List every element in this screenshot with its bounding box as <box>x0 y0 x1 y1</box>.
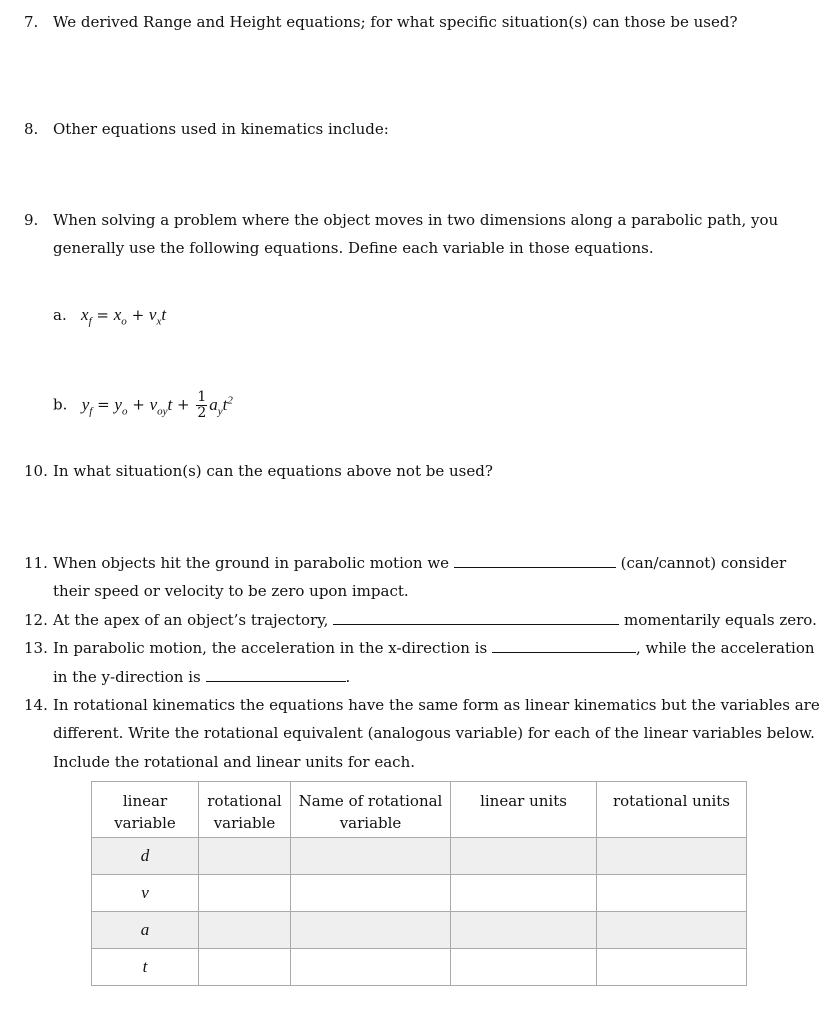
question-text: When objects hit the ground in parabolic motion we <box>53 554 450 572</box>
header-cell: Name of rotational variable <box>291 782 451 838</box>
question-number: 10. <box>24 462 48 480</box>
question-text: When solving a problem where the object moves in two dimensions along a parabolic path, you <box>53 211 779 229</box>
answer-cell[interactable] <box>597 838 747 875</box>
equation-b: b. $y_f = y_o + v_{oy}t$ + $\frac{1}{2}$ $a_yt^2$ <box>53 389 233 422</box>
equation-label: a. <box>53 306 67 324</box>
question-text: Include the rotational and linear units for each. <box>53 753 415 771</box>
answer-cell[interactable] <box>291 875 451 912</box>
question-number: 12. <box>24 611 48 629</box>
question-number: 7. <box>24 13 39 31</box>
answer-blank[interactable] <box>454 553 616 568</box>
answer-cell[interactable] <box>199 838 291 875</box>
header-cell: linear units <box>451 782 597 838</box>
linear-variable-cell: d <box>92 838 199 875</box>
question-text: , while the acceleration <box>635 639 815 657</box>
question-13-line2 <box>53 667 350 687</box>
answer-cell[interactable] <box>597 949 747 986</box>
answer-cell[interactable] <box>451 949 597 986</box>
answer-cell[interactable] <box>291 949 451 986</box>
header-cell: linear variable <box>92 782 199 838</box>
table-row <box>92 875 747 912</box>
answer-cell[interactable] <box>597 875 747 912</box>
linear-variable-cell: a <box>92 912 199 949</box>
answer-cell[interactable] <box>199 949 291 986</box>
answer-cell[interactable] <box>451 875 597 912</box>
question-text: In what situation(s) can the equations above not be used? <box>53 462 493 480</box>
answer-cell[interactable] <box>199 912 291 949</box>
question-text: In rotational kinematics the equations have the same form as linear kinematics but the variables are <box>53 696 820 714</box>
question-text: We derived Range and Height equations; for what specific situation(s) can those be used? <box>53 13 738 31</box>
header-cell: rotational variable <box>199 782 291 838</box>
linear-variable-cell: v <box>92 875 199 912</box>
question-number: 11. <box>24 554 48 572</box>
answer-blank[interactable] <box>492 638 636 653</box>
table-header-row <box>92 782 747 838</box>
table-row <box>92 912 747 949</box>
question-text: momentarily equals zero. <box>624 611 817 629</box>
answer-cell[interactable] <box>291 912 451 949</box>
answer-cell[interactable] <box>451 912 597 949</box>
question-text: In parabolic motion, the acceleration in the x-direction is <box>53 639 488 657</box>
answer-cell[interactable] <box>451 838 597 875</box>
equation-label: b. <box>53 395 68 414</box>
question-number: 9. <box>24 211 39 229</box>
question-text: in the y-direction is <box>53 668 201 686</box>
answer-blank[interactable] <box>206 667 346 682</box>
question-text: generally use the following equations. Define each variable in those equations. <box>53 239 654 257</box>
question-text: Other equations used in kinematics include: <box>53 120 389 138</box>
equation-a: a. $x_f = x_o + v_xt$ <box>53 305 167 328</box>
answer-cell[interactable] <box>199 875 291 912</box>
question-text: their speed or velocity to be zero upon impact. <box>53 582 409 600</box>
table-row <box>92 838 747 875</box>
table-row <box>92 949 747 986</box>
linear-variable-cell: t <box>92 949 199 986</box>
header-cell: rotational units <box>597 782 747 838</box>
rotational-table <box>91 781 747 986</box>
question-number: 8. <box>24 120 39 138</box>
question-text: . <box>345 668 351 686</box>
answer-blank[interactable] <box>333 610 619 625</box>
question-number: 13. <box>24 639 48 657</box>
answer-cell[interactable] <box>291 838 451 875</box>
answer-cell[interactable] <box>597 912 747 949</box>
question-number: 14. <box>24 696 48 714</box>
question-text: At the apex of an object’s trajectory, <box>53 611 329 629</box>
question-text: different. Write the rotational equivalent (analogous variable) for each of the linear variables below. <box>53 724 815 742</box>
question-text: (can/cannot) consider <box>620 554 787 572</box>
